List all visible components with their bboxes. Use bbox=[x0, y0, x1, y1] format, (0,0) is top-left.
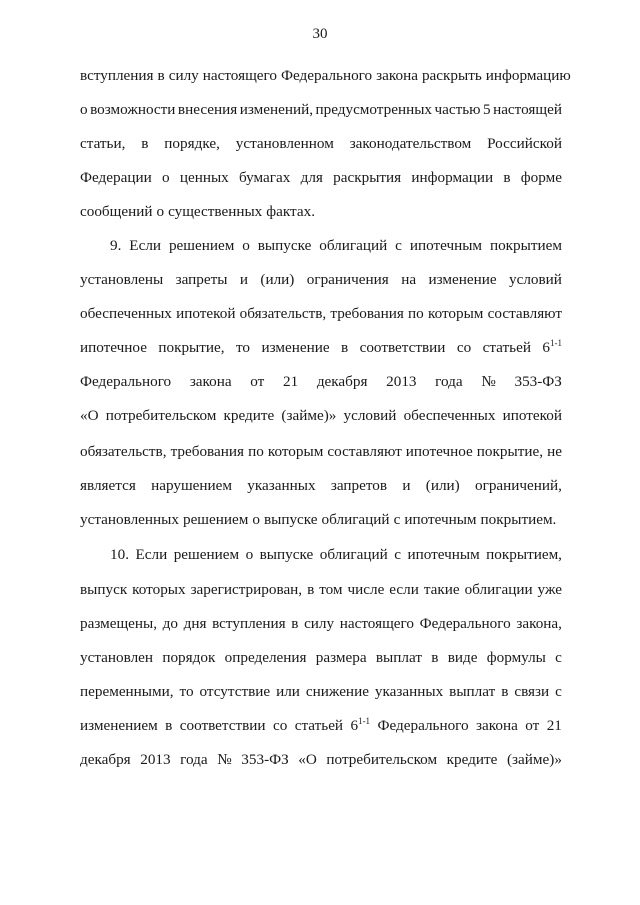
word: ограничений, bbox=[475, 477, 562, 494]
word: и bbox=[402, 477, 411, 494]
word: условий bbox=[508, 271, 562, 288]
page-number: 30 bbox=[312, 26, 328, 42]
word: частью bbox=[434, 101, 481, 118]
text-line bbox=[80, 304, 562, 324]
text-line bbox=[80, 202, 562, 222]
word: 6$^{1-1}$ bbox=[350, 716, 371, 734]
word: ценных bbox=[179, 169, 229, 186]
text-line bbox=[80, 168, 562, 188]
word: покрытием, bbox=[486, 546, 562, 563]
word: облигаций bbox=[321, 511, 390, 528]
word: которых bbox=[132, 581, 186, 598]
word: (займе)» bbox=[506, 751, 562, 768]
word: информации bbox=[411, 169, 494, 186]
word: установлены bbox=[80, 271, 164, 288]
word: в bbox=[501, 683, 509, 700]
word: изменение bbox=[261, 339, 330, 356]
word: Российской bbox=[487, 135, 562, 152]
word: запретов bbox=[330, 477, 388, 494]
word: составляют bbox=[487, 305, 562, 322]
word: потребительском bbox=[105, 407, 217, 424]
word: в bbox=[291, 615, 299, 632]
word: настоящей bbox=[493, 101, 562, 118]
word: указанных bbox=[247, 477, 316, 494]
word: уже bbox=[537, 581, 562, 598]
word: определения bbox=[224, 649, 307, 666]
text-line bbox=[80, 580, 562, 600]
word: переменными, bbox=[80, 683, 174, 700]
word: статьей bbox=[482, 339, 531, 356]
word: 9. bbox=[110, 237, 122, 254]
word: указанных bbox=[374, 683, 444, 700]
word: Федерального bbox=[280, 67, 373, 84]
word: с bbox=[394, 546, 401, 563]
word: выпуске bbox=[263, 511, 318, 528]
word: является bbox=[80, 477, 136, 494]
word: до bbox=[162, 615, 178, 632]
word: № bbox=[217, 751, 232, 768]
word: размещены, bbox=[80, 615, 158, 632]
word: «О bbox=[298, 751, 317, 768]
word: декабря bbox=[80, 751, 131, 768]
word: силу bbox=[304, 615, 335, 632]
text-line bbox=[80, 236, 562, 256]
text-line bbox=[80, 750, 562, 770]
word: о bbox=[161, 169, 170, 186]
word: ипотечное bbox=[80, 339, 147, 356]
word: связи bbox=[514, 683, 550, 700]
word: бумагах bbox=[239, 169, 291, 186]
word: обязательств, bbox=[239, 305, 327, 322]
word: выплат bbox=[375, 649, 422, 666]
text-line bbox=[80, 476, 562, 496]
word: ипотечным bbox=[404, 511, 477, 528]
word: «О bbox=[80, 407, 99, 424]
word: 5 bbox=[483, 101, 491, 118]
word: года bbox=[180, 751, 208, 768]
word: о bbox=[242, 237, 250, 254]
text-line bbox=[80, 442, 562, 462]
word: декабря bbox=[316, 373, 368, 390]
word: кредите bbox=[223, 407, 275, 424]
word: в bbox=[431, 649, 439, 666]
word: сообщений bbox=[80, 203, 153, 220]
word: о bbox=[80, 101, 88, 118]
text-line bbox=[80, 406, 562, 426]
word: со bbox=[456, 339, 472, 356]
word: кредите bbox=[446, 751, 498, 768]
word: дня bbox=[183, 615, 207, 632]
word: требования bbox=[330, 305, 404, 322]
word: 6$^{1-1}$ bbox=[542, 338, 562, 356]
word: выплат bbox=[449, 683, 496, 700]
word: размера bbox=[315, 649, 367, 666]
word: покрытие, bbox=[476, 443, 543, 460]
word: статьи, bbox=[80, 135, 126, 152]
word: покрытием bbox=[489, 237, 562, 254]
word: (займе)» bbox=[281, 407, 337, 424]
superscript: 1-1 bbox=[358, 716, 371, 726]
word: нарушением bbox=[151, 477, 232, 494]
word: статьей bbox=[294, 717, 344, 734]
word: силу bbox=[168, 67, 199, 84]
word: информацию bbox=[485, 67, 571, 84]
word: изменение bbox=[428, 271, 497, 288]
word: 353-ФЗ bbox=[241, 751, 289, 768]
word: вступления bbox=[212, 615, 286, 632]
word: ограничения bbox=[306, 271, 389, 288]
word: обеспеченных bbox=[80, 305, 172, 322]
word: покрытие, bbox=[158, 339, 225, 356]
word: о bbox=[245, 546, 254, 563]
superscript: 1-1 bbox=[549, 338, 562, 348]
text-line bbox=[80, 270, 562, 290]
word: о bbox=[252, 511, 260, 528]
word: то bbox=[235, 339, 251, 356]
word: обеспеченных bbox=[403, 407, 496, 424]
word: (или) bbox=[260, 271, 295, 288]
word: облигаций bbox=[319, 237, 388, 254]
word: Федерации bbox=[80, 169, 152, 186]
word: 353-ФЗ bbox=[514, 373, 562, 390]
word: закона bbox=[189, 373, 232, 390]
word: Федерального bbox=[419, 615, 511, 632]
word: закона bbox=[476, 717, 518, 734]
word: предусмотренных bbox=[315, 101, 433, 118]
word: законодательством bbox=[349, 135, 472, 152]
word: возможности bbox=[90, 101, 176, 118]
word: порядок bbox=[162, 649, 216, 666]
word: с bbox=[555, 683, 562, 700]
word: и bbox=[239, 271, 249, 288]
word: в bbox=[165, 717, 173, 734]
word: с bbox=[393, 511, 401, 528]
word: ипотекой bbox=[502, 407, 562, 424]
word: раскрыть bbox=[421, 67, 482, 84]
word: изменением bbox=[80, 717, 158, 734]
text-line bbox=[80, 614, 562, 634]
word: по bbox=[408, 305, 424, 322]
text-line bbox=[80, 372, 562, 392]
word: выпуске bbox=[259, 546, 314, 563]
word: 21 bbox=[282, 373, 299, 390]
word: если bbox=[389, 581, 419, 598]
word: 21 bbox=[546, 717, 562, 734]
word: потребительском bbox=[326, 751, 438, 768]
word: ипотечное bbox=[405, 443, 473, 460]
word: обязательств, bbox=[80, 443, 167, 460]
word: с bbox=[395, 237, 402, 254]
word: зарегистрирован, bbox=[190, 581, 303, 598]
word: запреты bbox=[175, 271, 228, 288]
text-line bbox=[80, 66, 571, 86]
word: закона bbox=[376, 67, 418, 84]
word: года bbox=[435, 373, 463, 390]
word: ипотекой bbox=[176, 305, 236, 322]
word: в bbox=[503, 169, 511, 186]
word: решением bbox=[168, 237, 235, 254]
word: форме bbox=[520, 169, 562, 186]
word: которым bbox=[427, 305, 484, 322]
word: облигации bbox=[464, 581, 533, 598]
word: в bbox=[157, 67, 165, 84]
word: облигаций bbox=[319, 546, 388, 563]
word: в bbox=[341, 339, 349, 356]
word: виде bbox=[447, 649, 478, 666]
word: от bbox=[525, 717, 540, 734]
word: Если bbox=[135, 546, 168, 563]
word: не bbox=[547, 443, 562, 460]
word: требования bbox=[170, 443, 245, 460]
word: в bbox=[141, 135, 149, 152]
text-line bbox=[80, 545, 562, 565]
text-line bbox=[80, 648, 562, 668]
word: фактах. bbox=[266, 203, 315, 220]
word: которым bbox=[267, 443, 324, 460]
text-line bbox=[80, 134, 562, 154]
word: ипотечным bbox=[409, 237, 483, 254]
word: порядке, bbox=[164, 135, 220, 152]
word: с bbox=[555, 649, 562, 666]
word: вступления bbox=[80, 67, 154, 84]
word: существенных bbox=[168, 203, 263, 220]
word: ипотечным bbox=[407, 546, 480, 563]
word: 10. bbox=[110, 546, 129, 563]
word: по bbox=[248, 443, 264, 460]
word: закона, bbox=[516, 615, 562, 632]
word: выпуск bbox=[80, 581, 128, 598]
word: условий bbox=[343, 407, 397, 424]
word: установлен bbox=[80, 649, 154, 666]
word: 2013 bbox=[140, 751, 171, 768]
word: от bbox=[250, 373, 265, 390]
word: такие bbox=[423, 581, 460, 598]
word: покрытием. bbox=[480, 511, 557, 528]
text-line bbox=[80, 716, 562, 736]
word: № bbox=[481, 373, 496, 390]
word: со bbox=[272, 717, 288, 734]
word: в bbox=[307, 581, 315, 598]
word: составляют bbox=[327, 443, 402, 460]
word: Если bbox=[129, 237, 162, 254]
word: внесения bbox=[177, 101, 238, 118]
word: установленных bbox=[80, 511, 179, 528]
word: том bbox=[319, 581, 343, 598]
word: для bbox=[300, 169, 323, 186]
text-line bbox=[80, 510, 562, 530]
word: установленном bbox=[235, 135, 334, 152]
text-line bbox=[80, 100, 562, 120]
word: настоящего bbox=[202, 67, 277, 84]
word: раскрытия bbox=[333, 169, 402, 186]
word: соответствии bbox=[359, 339, 446, 356]
word: Федерального bbox=[80, 373, 172, 390]
word: изменений, bbox=[239, 101, 314, 118]
word: снижение bbox=[305, 683, 369, 700]
word: формулы bbox=[486, 649, 546, 666]
word: (или) bbox=[425, 477, 460, 494]
word: соответствии bbox=[179, 717, 266, 734]
word: о bbox=[156, 203, 165, 220]
word: числе bbox=[347, 581, 385, 598]
text-line bbox=[80, 682, 562, 702]
word: на bbox=[401, 271, 417, 288]
word: решением bbox=[173, 546, 240, 563]
word: настоящего bbox=[339, 615, 414, 632]
word: или bbox=[276, 683, 300, 700]
word: Федерального bbox=[377, 717, 469, 734]
word: решением bbox=[182, 511, 249, 528]
word: то bbox=[179, 683, 194, 700]
word: отсутствие bbox=[199, 683, 271, 700]
word: 2013 bbox=[386, 373, 417, 390]
word: выпуске bbox=[257, 237, 312, 254]
text-line bbox=[80, 338, 562, 358]
